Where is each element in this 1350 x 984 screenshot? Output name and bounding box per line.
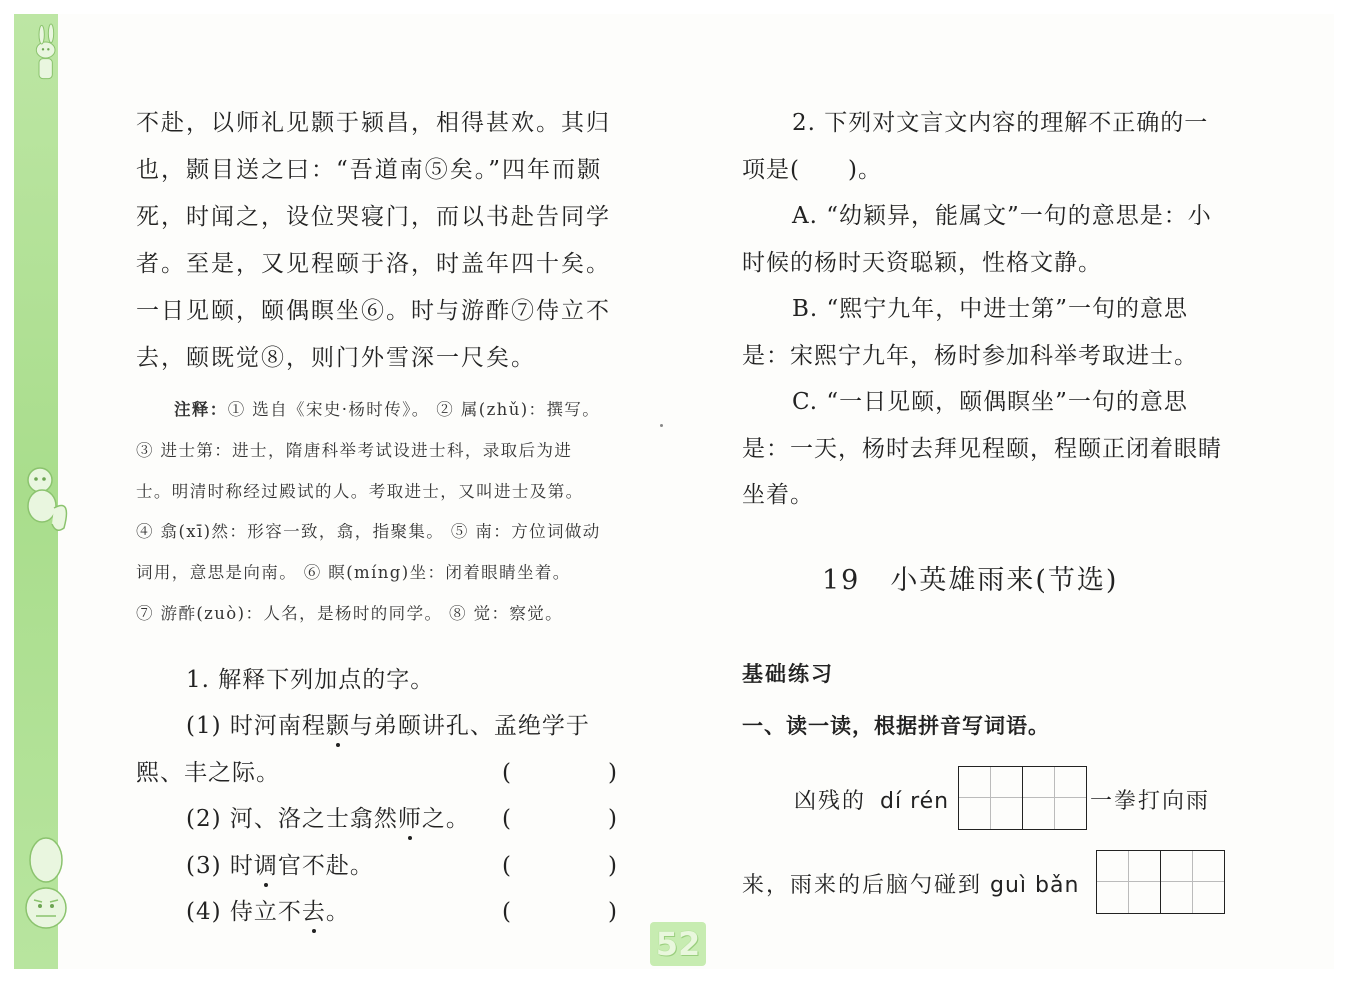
lesson-heading xyxy=(822,558,1118,597)
rabbit-mascot-icon xyxy=(16,20,74,100)
passage-line: 者。至是，又见程颐于洛，时盖年四十矣。 xyxy=(136,251,611,277)
page-number: 52 xyxy=(650,922,706,966)
lesson-title: 小英雄雨来(节选) xyxy=(890,565,1119,596)
option-c-cont: 坐着。 xyxy=(742,482,814,508)
dotted-character: 师 xyxy=(397,806,422,833)
writing-cell[interactable] xyxy=(959,767,1023,829)
passage xyxy=(136,100,618,382)
answer-blank[interactable]: ( ) xyxy=(502,852,618,879)
left-column xyxy=(136,100,618,936)
annotation-line: ⑦ 游酢(zuò)：人名，是杨时的同学。 ⑧ 觉：察觉。 xyxy=(136,603,564,623)
answer-blank[interactable]: ( ) xyxy=(502,899,618,926)
section-title: 基础练习 xyxy=(742,662,834,686)
question-1-item: (4) 侍立不去。 ( ) xyxy=(136,889,618,936)
dotted-character: 颢 xyxy=(325,713,350,740)
passage-line: 死，时闻之，设位哭寝门，而以书赴告同学 xyxy=(136,204,611,230)
writing-cell[interactable] xyxy=(1023,767,1086,829)
right-column xyxy=(742,100,1226,519)
squirrel-mascot-icon xyxy=(16,458,74,538)
dotted-character: 去 xyxy=(301,899,326,926)
pinyin-prompt: dí rén xyxy=(880,789,950,814)
fill-line-2: 来，雨来的后脑勺碰到 guì bǎn xyxy=(742,873,1080,898)
option-a-cont: 时候的杨时天资聪颖，性格文静。 xyxy=(742,249,1102,276)
option-c-cont: 是：一天，杨时去拜见程颐，程颐正闭着眼睛 xyxy=(742,435,1222,462)
annotation-line: ③ 进士第：进士，隋唐科举考试设进士科，录取后为进 xyxy=(136,440,573,460)
writing-grid-1[interactable] xyxy=(958,766,1087,830)
passage-line: 也，颢目送之曰：“吾道南⑤矣。”四年而颢 xyxy=(136,157,603,183)
passage-line: 不赴，以师礼见颢于颍昌，相得甚欢。其归 xyxy=(136,110,611,136)
pinyin-prompt: guì bǎn xyxy=(990,873,1080,898)
task-title: 一、读一读，根据拼音写词语。 xyxy=(742,714,1050,738)
question-2-stem: 项是( )。 xyxy=(742,156,882,183)
question-1-item: (2) 河、洛之士翕然师之。 ( ) xyxy=(136,796,618,843)
dotted-character: 调 xyxy=(253,852,278,879)
writing-cell[interactable] xyxy=(1161,851,1224,913)
passage-line: 一日见颐，颐偶瞑坐⑥。时与游酢⑦侍立不 xyxy=(136,298,611,324)
question-2-stem: 2. 下列对文言文内容的理解不正确的一 xyxy=(792,110,1209,136)
question-1-item: (1) 时河南程颢与弟颐讲孔、孟绝学于 xyxy=(186,713,590,740)
annotations xyxy=(136,390,618,635)
annotation-line: 注释：① 选自《宋史·杨时传》。 ② 属(zhǔ)：撰写。 xyxy=(174,400,601,419)
question-1-item-cont: 熙、丰之际。 ( ) xyxy=(136,750,618,797)
lesson-number: 19 xyxy=(822,565,861,596)
question-1 xyxy=(136,657,618,936)
answer-blank[interactable]: ( ) xyxy=(502,759,618,786)
question-1-item: (3) 时调官不赴。 ( ) xyxy=(136,843,618,890)
fill-line-1: 凶残的 dí rén xyxy=(794,789,950,814)
writing-cell[interactable] xyxy=(1097,851,1161,913)
option-c[interactable]: C. “一日见颐，颐偶瞑坐”一句的意思 xyxy=(792,389,1188,415)
annotation-label: 注释： xyxy=(174,400,228,419)
question-1-title: 1. 解释下列加点的字。 xyxy=(186,666,435,693)
answer-blank[interactable]: ( ) xyxy=(502,806,618,833)
option-a[interactable]: A. “幼颖异，能属文”一句的意思是：小 xyxy=(792,203,1212,229)
annotation-line: 士。明清时称经过殿试的人。考取进士，又叫进士及第。 xyxy=(136,481,584,501)
option-b[interactable]: B. “熙宁九年，中进士第”一句的意思 xyxy=(792,296,1189,322)
annotation-line: ④ 翕(xī)然：形容一致，翕，指聚集。 ⑤ 南：方位词做动 xyxy=(136,522,601,542)
fill-line-1-tail: 一拳打向雨 xyxy=(1090,789,1211,814)
option-b-cont: 是：宋熙宁九年，杨时参加科举考取进士。 xyxy=(742,342,1198,369)
tiger-mascot-icon xyxy=(16,830,74,940)
annotation-line: 词用，意思是向南。 ⑥ 瞑(míng)坐：闭着眼睛坐着。 xyxy=(136,563,571,583)
writing-grid-2[interactable] xyxy=(1096,850,1225,914)
passage-line: 去，颐既觉⑧，则门外雪深一尺矣。 xyxy=(136,345,536,371)
scan-speck xyxy=(660,424,663,427)
